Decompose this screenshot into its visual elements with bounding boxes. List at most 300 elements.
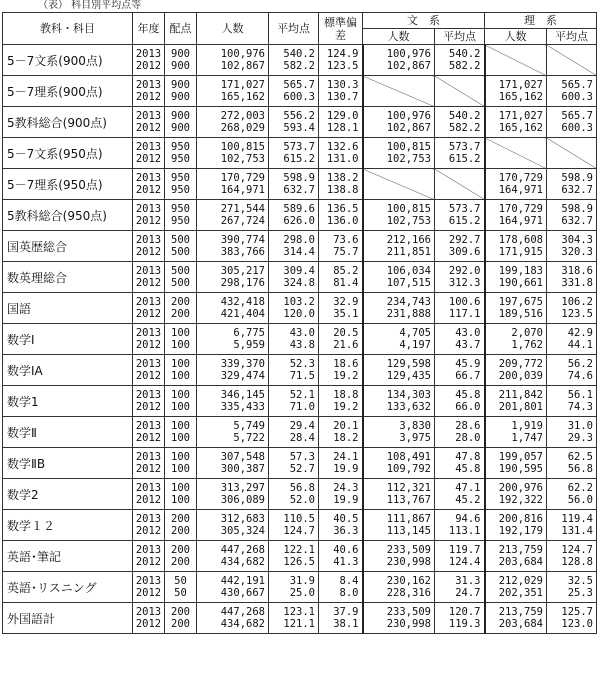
avg-2012: 124.7 xyxy=(283,525,315,537)
points-2012: 200 xyxy=(171,618,190,630)
avg-2012: 71.5 xyxy=(289,370,315,382)
r-avg-cell xyxy=(547,76,597,107)
sd-2012: 35.1 xyxy=(333,308,359,320)
b-count-2012: 133,632 xyxy=(386,401,431,413)
year-cell xyxy=(133,603,165,634)
b-count-cell xyxy=(363,324,435,355)
b-avg-2013: 540.2 xyxy=(448,48,481,60)
table-row xyxy=(3,572,597,603)
sd-2012: 19.9 xyxy=(333,463,359,475)
count-2012: 102,753 xyxy=(220,153,265,165)
avg-2012: 600.3 xyxy=(283,91,315,103)
avg-2013: 31.9 xyxy=(289,575,315,587)
b-avg-cell xyxy=(435,107,485,138)
not-applicable-cell xyxy=(547,45,597,76)
b-count-2013: 129,598 xyxy=(386,358,431,370)
count-2012: 335,433 xyxy=(220,401,265,413)
r-count-2013: 200,816 xyxy=(498,513,543,525)
b-avg-2013: 47.1 xyxy=(455,482,481,494)
b-count-cell xyxy=(363,603,435,634)
points-2013: 100 xyxy=(171,358,190,370)
r-count-2013: 211,842 xyxy=(498,389,543,401)
r-avg-2013: 42.9 xyxy=(567,327,593,339)
subject-cell: 英語･筆記 xyxy=(3,541,133,572)
year-2012: 2012 xyxy=(135,618,162,630)
avg-cell xyxy=(269,510,319,541)
b-avg-2012: 113.1 xyxy=(448,525,481,537)
b-avg-cell xyxy=(435,510,485,541)
year-cell xyxy=(133,293,165,324)
sd-2012: 136.0 xyxy=(326,215,359,227)
points-2012: 950 xyxy=(171,215,190,227)
year-cell xyxy=(133,386,165,417)
year-2012: 2012 xyxy=(135,308,162,320)
header-subject: 教科・科目 xyxy=(3,13,133,45)
b-avg-cell xyxy=(435,200,485,231)
table-row xyxy=(3,138,597,169)
count-cell xyxy=(197,541,269,572)
year-2012: 2012 xyxy=(135,60,162,72)
r-count-2013: 171,027 xyxy=(498,79,543,91)
count-2013: 447,268 xyxy=(220,544,265,556)
year-cell xyxy=(133,448,165,479)
subject-cell: 数学Ⅱ xyxy=(3,417,133,448)
r-avg-2012: 600.3 xyxy=(561,91,593,103)
not-applicable-cell xyxy=(435,169,485,200)
b-count-cell xyxy=(363,417,435,448)
b-avg-2012: 45.2 xyxy=(455,494,481,506)
table-row xyxy=(3,324,597,355)
b-count-2013: 108,491 xyxy=(386,451,431,463)
avg-cell xyxy=(269,603,319,634)
year-cell xyxy=(133,324,165,355)
subject-cell: 数学ⅠA xyxy=(3,355,133,386)
table-row xyxy=(3,355,597,386)
r-avg-2013: 598.9 xyxy=(561,172,593,184)
b-count-cell xyxy=(363,200,435,231)
r-avg-2012: 632.7 xyxy=(561,184,593,196)
sd-2013: 138.2 xyxy=(326,172,359,184)
b-count-2013: 112,321 xyxy=(386,482,431,494)
r-avg-2012: 56.0 xyxy=(567,494,593,506)
count-2012: 267,724 xyxy=(220,215,265,227)
r-count-cell xyxy=(485,231,547,262)
r-avg-cell xyxy=(547,107,597,138)
subject-cell: 国語 xyxy=(3,293,133,324)
subject-cell: 国英歴総合 xyxy=(3,231,133,262)
r-count-2012: 192,179 xyxy=(498,525,543,537)
b-avg-2013: 573.7 xyxy=(448,203,481,215)
b-count-cell xyxy=(363,355,435,386)
r-count-2013: 200,976 xyxy=(498,482,543,494)
points-cell xyxy=(165,324,197,355)
r-avg-2013: 124.7 xyxy=(561,544,593,556)
avg-cell xyxy=(269,572,319,603)
year-2013: 2013 xyxy=(135,141,162,153)
b-avg-2013: 28.6 xyxy=(455,420,481,432)
avg-2012: 52.0 xyxy=(289,494,315,506)
count-2012: 434,682 xyxy=(220,618,265,630)
avg-cell xyxy=(269,448,319,479)
b-avg-cell xyxy=(435,138,485,169)
r-avg-2013: 598.9 xyxy=(561,203,593,215)
year-2013: 2013 xyxy=(135,296,162,308)
count-cell xyxy=(197,138,269,169)
count-2012: 306,089 xyxy=(220,494,265,506)
count-2012: 300,387 xyxy=(220,463,265,475)
avg-2013: 57.3 xyxy=(289,451,315,463)
b-count-2012: 113,767 xyxy=(386,494,431,506)
points-2013: 200 xyxy=(171,513,190,525)
b-avg-2012: 615.2 xyxy=(448,215,481,227)
r-count-cell xyxy=(485,510,547,541)
b-avg-cell xyxy=(435,324,485,355)
points-2013: 200 xyxy=(171,544,190,556)
b-avg-2013: 100.6 xyxy=(448,296,481,308)
avg-cell xyxy=(269,76,319,107)
points-cell xyxy=(165,293,197,324)
r-count-cell xyxy=(485,541,547,572)
b-avg-2012: 43.7 xyxy=(455,339,481,351)
b-avg-2012: 45.8 xyxy=(455,463,481,475)
r-count-2013: 1,919 xyxy=(511,420,543,432)
table-row xyxy=(3,200,597,231)
b-avg-cell xyxy=(435,45,485,76)
points-2012: 100 xyxy=(171,463,190,475)
b-avg-2012: 28.0 xyxy=(455,432,481,444)
points-2012: 100 xyxy=(171,401,190,413)
r-avg-2013: 565.7 xyxy=(561,110,593,122)
r-count-2012: 189,516 xyxy=(498,308,543,320)
table-row xyxy=(3,169,597,200)
points-cell xyxy=(165,138,197,169)
r-avg-2012: 632.7 xyxy=(561,215,593,227)
b-count-2013: 111,867 xyxy=(386,513,431,525)
avg-cell xyxy=(269,138,319,169)
r-count-2012: 192,322 xyxy=(498,494,543,506)
year-cell xyxy=(133,262,165,293)
avg-2013: 122.1 xyxy=(283,544,315,556)
sd-2012: 18.2 xyxy=(333,432,359,444)
r-count-2013: 197,675 xyxy=(498,296,543,308)
count-cell xyxy=(197,572,269,603)
points-cell xyxy=(165,541,197,572)
header-rikei: 理 系 xyxy=(485,13,597,29)
r-count-2012: 1,747 xyxy=(511,432,543,444)
b-count-2012: 109,792 xyxy=(386,463,431,475)
b-avg-2013: 119.7 xyxy=(448,544,481,556)
year-2012: 2012 xyxy=(135,556,162,568)
points-2012: 500 xyxy=(171,246,190,258)
r-count-2012: 165,162 xyxy=(498,91,543,103)
count-2012: 383,766 xyxy=(220,246,265,258)
table-row xyxy=(3,231,597,262)
b-count-cell xyxy=(363,231,435,262)
r-count-2013: 2,070 xyxy=(511,327,543,339)
b-avg-cell xyxy=(435,231,485,262)
r-avg-2012: 123.5 xyxy=(561,308,593,320)
avg-2013: 556.2 xyxy=(283,110,315,122)
b-count-2012: 3,975 xyxy=(399,432,431,444)
avg-2013: 103.2 xyxy=(283,296,315,308)
b-count-2012: 102,867 xyxy=(386,60,431,72)
count-cell xyxy=(197,200,269,231)
sd-cell xyxy=(319,324,363,355)
r-count-cell xyxy=(485,324,547,355)
table-row xyxy=(3,479,597,510)
year-2012: 2012 xyxy=(135,401,162,413)
year-2012: 2012 xyxy=(135,525,162,537)
b-count-cell xyxy=(363,448,435,479)
count-2012: 434,682 xyxy=(220,556,265,568)
sd-cell xyxy=(319,417,363,448)
b-avg-2012: 66.7 xyxy=(455,370,481,382)
r-count-2012: 190,595 xyxy=(498,463,543,475)
sd-2012: 36.3 xyxy=(333,525,359,537)
avg-2013: 309.4 xyxy=(283,265,315,277)
count-2012: 102,867 xyxy=(220,60,265,72)
avg-2012: 43.8 xyxy=(289,339,315,351)
year-2013: 2013 xyxy=(135,48,162,60)
sd-2013: 124.9 xyxy=(326,48,359,60)
header-year: 年度 xyxy=(133,13,165,45)
header-average: 平均点 xyxy=(269,13,319,45)
b-avg-cell xyxy=(435,541,485,572)
year-cell xyxy=(133,355,165,386)
count-2013: 305,217 xyxy=(220,265,265,277)
b-avg-2012: 312.3 xyxy=(448,277,481,289)
r-avg-2012: 56.8 xyxy=(567,463,593,475)
points-2013: 950 xyxy=(171,203,190,215)
count-2012: 165,162 xyxy=(220,91,265,103)
avg-cell xyxy=(269,107,319,138)
avg-2013: 598.9 xyxy=(283,172,315,184)
sd-cell xyxy=(319,169,363,200)
year-2013: 2013 xyxy=(135,358,162,370)
table-row xyxy=(3,417,597,448)
points-2013: 100 xyxy=(171,451,190,463)
count-cell xyxy=(197,479,269,510)
year-cell xyxy=(133,541,165,572)
b-avg-2013: 94.6 xyxy=(455,513,481,525)
sd-cell xyxy=(319,293,363,324)
table-row xyxy=(3,262,597,293)
year-2013: 2013 xyxy=(135,203,162,215)
b-count-2013: 230,162 xyxy=(386,575,431,587)
sd-cell xyxy=(319,448,363,479)
table-row xyxy=(3,76,597,107)
count-2013: 390,774 xyxy=(220,234,265,246)
table-row xyxy=(3,293,597,324)
b-count-2013: 100,815 xyxy=(386,203,431,215)
count-2013: 6,775 xyxy=(233,327,265,339)
count-2013: 312,683 xyxy=(220,513,265,525)
b-count-2012: 228,316 xyxy=(386,587,431,599)
r-count-2013: 199,183 xyxy=(498,265,543,277)
year-2013: 2013 xyxy=(135,327,162,339)
b-avg-cell xyxy=(435,386,485,417)
r-avg-cell xyxy=(547,417,597,448)
r-count-2012: 201,801 xyxy=(498,401,543,413)
sd-cell xyxy=(319,355,363,386)
avg-2013: 540.2 xyxy=(283,48,315,60)
count-2013: 432,418 xyxy=(220,296,265,308)
points-2013: 50 xyxy=(174,575,187,587)
points-2013: 100 xyxy=(171,389,190,401)
avg-2012: 324.8 xyxy=(283,277,315,289)
r-count-cell xyxy=(485,293,547,324)
sd-cell xyxy=(319,510,363,541)
b-count-cell xyxy=(363,293,435,324)
r-avg-cell xyxy=(547,293,597,324)
r-avg-2012: 25.3 xyxy=(567,587,593,599)
sd-2012: 21.6 xyxy=(333,339,359,351)
avg-cell xyxy=(269,386,319,417)
b-count-2013: 134,303 xyxy=(386,389,431,401)
avg-2013: 589.6 xyxy=(283,203,315,215)
avg-2012: 582.2 xyxy=(283,60,315,72)
sd-cell xyxy=(319,107,363,138)
score-table xyxy=(2,12,597,634)
sd-2012: 19.2 xyxy=(333,401,359,413)
b-avg-2012: 582.2 xyxy=(448,60,481,72)
r-count-cell xyxy=(485,169,547,200)
r-avg-2013: 304.3 xyxy=(561,234,593,246)
r-count-cell xyxy=(485,448,547,479)
b-avg-cell xyxy=(435,572,485,603)
r-avg-cell xyxy=(547,448,597,479)
r-count-2012: 165,162 xyxy=(498,122,543,134)
b-count-2012: 231,888 xyxy=(386,308,431,320)
count-2013: 346,145 xyxy=(220,389,265,401)
count-cell xyxy=(197,107,269,138)
count-2013: 100,976 xyxy=(220,48,265,60)
subject-cell: 5教科総合(900点) xyxy=(3,107,133,138)
sd-cell xyxy=(319,541,363,572)
year-cell xyxy=(133,572,165,603)
b-avg-2012: 582.2 xyxy=(448,122,481,134)
r-count-cell xyxy=(485,107,547,138)
sd-2013: 18.8 xyxy=(333,389,359,401)
r-avg-cell xyxy=(547,200,597,231)
b-count-2013: 233,509 xyxy=(386,606,431,618)
r-count-2013: 199,057 xyxy=(498,451,543,463)
subject-cell: 5－7文系(900点) xyxy=(3,45,133,76)
b-count-2012: 230,998 xyxy=(386,618,431,630)
year-2013: 2013 xyxy=(135,544,162,556)
count-2012: 164,971 xyxy=(220,184,265,196)
year-2012: 2012 xyxy=(135,370,162,382)
r-avg-2013: 125.7 xyxy=(561,606,593,618)
count-cell xyxy=(197,417,269,448)
not-applicable-cell xyxy=(485,138,547,169)
b-avg-2013: 120.7 xyxy=(448,606,481,618)
r-avg-2012: 123.0 xyxy=(561,618,593,630)
b-avg-2012: 66.0 xyxy=(455,401,481,413)
avg-2012: 126.5 xyxy=(283,556,315,568)
b-count-2013: 100,815 xyxy=(386,141,431,153)
avg-cell xyxy=(269,262,319,293)
count-2012: 298,176 xyxy=(220,277,265,289)
count-2013: 313,297 xyxy=(220,482,265,494)
r-count-2013: 212,029 xyxy=(498,575,543,587)
b-count-cell xyxy=(363,572,435,603)
points-2013: 100 xyxy=(171,482,190,494)
sd-2013: 24.1 xyxy=(333,451,359,463)
table-row xyxy=(3,448,597,479)
year-2012: 2012 xyxy=(135,277,162,289)
b-count-2012: 211,851 xyxy=(386,246,431,258)
points-2012: 50 xyxy=(174,587,187,599)
subject-cell: 数英理総合 xyxy=(3,262,133,293)
sd-cell xyxy=(319,262,363,293)
points-cell xyxy=(165,200,197,231)
r-count-cell xyxy=(485,603,547,634)
b-avg-2012: 24.7 xyxy=(455,587,481,599)
sd-2012: 123.5 xyxy=(326,60,359,72)
b-count-2012: 107,515 xyxy=(386,277,431,289)
r-avg-cell xyxy=(547,355,597,386)
b-avg-2013: 540.2 xyxy=(448,110,481,122)
b-avg-cell xyxy=(435,355,485,386)
year-2013: 2013 xyxy=(135,420,162,432)
b-count-cell xyxy=(363,107,435,138)
sd-2013: 32.9 xyxy=(333,296,359,308)
year-2012: 2012 xyxy=(135,339,162,351)
avg-2013: 52.1 xyxy=(289,389,315,401)
header-rikei-average: 平均点 xyxy=(547,29,597,45)
avg-2012: 121.1 xyxy=(283,618,315,630)
r-count-2012: 164,971 xyxy=(498,215,543,227)
points-cell xyxy=(165,231,197,262)
count-2013: 170,729 xyxy=(220,172,265,184)
year-2013: 2013 xyxy=(135,79,162,91)
points-2012: 900 xyxy=(171,91,190,103)
r-count-2012: 202,351 xyxy=(498,587,543,599)
year-cell xyxy=(133,45,165,76)
avg-2013: 43.0 xyxy=(289,327,315,339)
year-2013: 2013 xyxy=(135,172,162,184)
count-cell xyxy=(197,324,269,355)
points-2012: 100 xyxy=(171,494,190,506)
table-row xyxy=(3,541,597,572)
count-2013: 307,548 xyxy=(220,451,265,463)
avg-cell xyxy=(269,231,319,262)
sd-cell xyxy=(319,603,363,634)
count-2012: 421,404 xyxy=(220,308,265,320)
subject-cell: 5教科総合(950点) xyxy=(3,200,133,231)
sd-cell xyxy=(319,386,363,417)
count-2013: 271,544 xyxy=(220,203,265,215)
count-cell xyxy=(197,231,269,262)
points-2012: 900 xyxy=(171,122,190,134)
r-avg-2012: 29.3 xyxy=(567,432,593,444)
year-2013: 2013 xyxy=(135,482,162,494)
r-avg-2013: 62.2 xyxy=(567,482,593,494)
avg-2012: 615.2 xyxy=(283,153,315,165)
subject-cell: 数学１２ xyxy=(3,510,133,541)
year-2012: 2012 xyxy=(135,184,162,196)
year-2012: 2012 xyxy=(135,587,162,599)
count-cell xyxy=(197,262,269,293)
count-cell xyxy=(197,386,269,417)
b-count-cell xyxy=(363,262,435,293)
points-cell xyxy=(165,107,197,138)
count-2013: 5,749 xyxy=(233,420,265,432)
points-2013: 900 xyxy=(171,79,190,91)
year-2013: 2013 xyxy=(135,513,162,525)
sd-2012: 8.0 xyxy=(339,587,359,599)
